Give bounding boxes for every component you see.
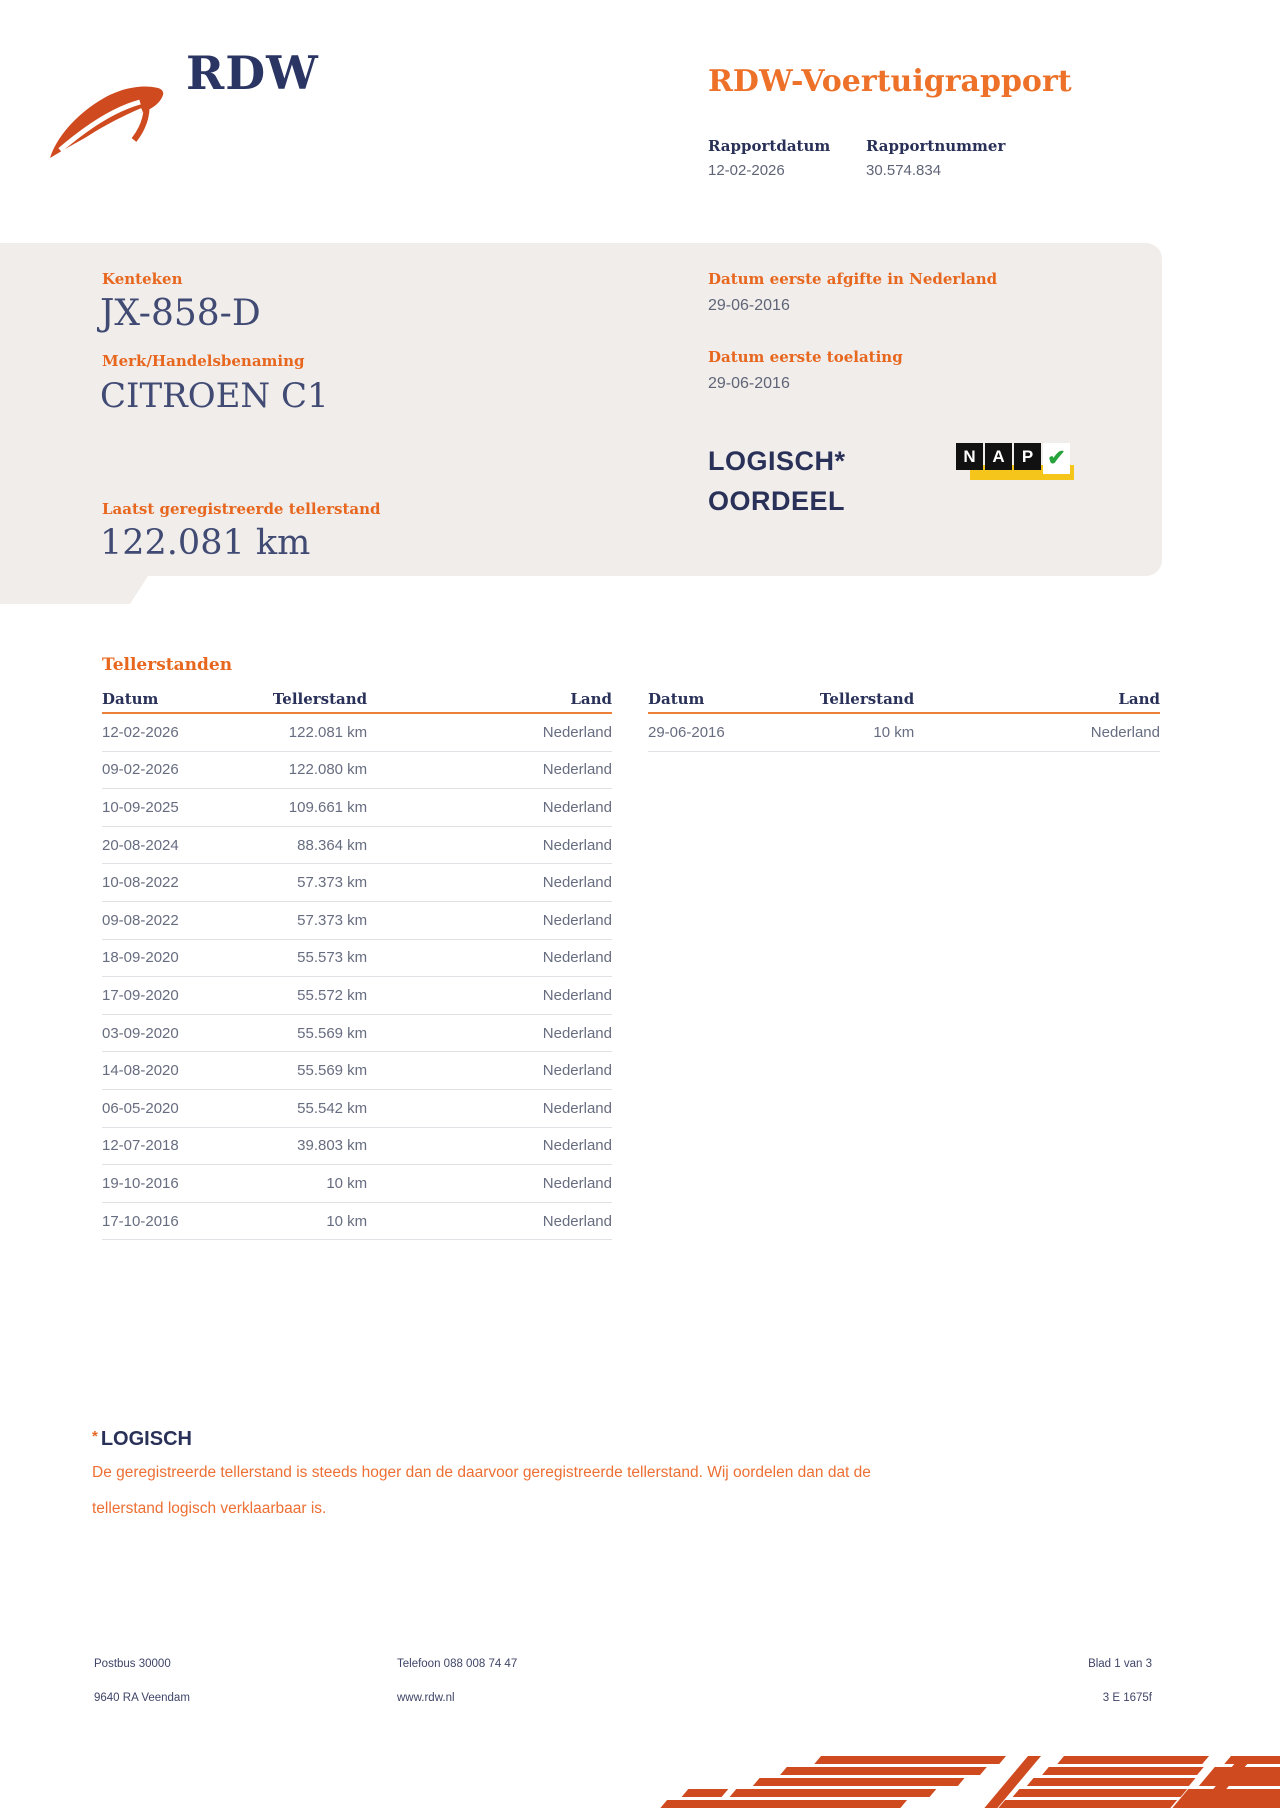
cell-tellerstand: 122.080 km bbox=[288, 761, 368, 779]
first-issue-date-label: Datum eerste afgifte in Nederland bbox=[708, 270, 998, 288]
table-body bbox=[102, 714, 612, 1240]
nap-letter-p: P bbox=[1014, 443, 1041, 470]
table-row bbox=[102, 789, 612, 827]
cell-land: Nederland bbox=[542, 1099, 612, 1117]
merk-label: Merk/Handelsbenaming bbox=[102, 352, 305, 370]
first-issue-date-value: 29-06-2016 bbox=[708, 297, 790, 314]
odometer-table-left bbox=[102, 690, 612, 1240]
cell-land: Nederland bbox=[542, 1137, 612, 1155]
table-row bbox=[102, 977, 612, 1015]
cell-land: Nederland bbox=[542, 986, 612, 1004]
footer-city: 9640 RA Veendam bbox=[94, 1692, 190, 1704]
first-admission-date-value: 29-06-2016 bbox=[708, 375, 790, 392]
cell-tellerstand: 55.569 km bbox=[297, 1062, 368, 1080]
footnote-title-text: LOGISCH bbox=[100, 1428, 192, 1450]
cell-datum: 03-09-2020 bbox=[102, 1024, 179, 1042]
report-date-label: Rapportdatum bbox=[708, 137, 831, 155]
rdw-feather-logo bbox=[46, 76, 168, 162]
report-date-value: 12-02-2026 bbox=[708, 162, 785, 179]
cell-datum: 17-09-2020 bbox=[102, 986, 179, 1004]
table-header bbox=[648, 690, 1160, 714]
table-row bbox=[102, 1203, 612, 1241]
last-mileage-label: Laatst geregistreerde tellerstand bbox=[102, 500, 381, 518]
cell-land: Nederland bbox=[542, 874, 612, 892]
cell-tellerstand: 55.569 km bbox=[297, 1024, 368, 1042]
first-admission-date-label: Datum eerste toelating bbox=[708, 348, 903, 366]
report-number-label: Rapportnummer bbox=[866, 137, 1006, 155]
panel-corner-flap bbox=[0, 576, 148, 604]
cell-tellerstand: 55.573 km bbox=[297, 949, 368, 967]
cell-datum: 19-10-2016 bbox=[102, 1174, 179, 1192]
footer-postbus: Postbus 30000 bbox=[94, 1658, 171, 1670]
table-row bbox=[102, 1052, 612, 1090]
cell-datum: 17-10-2016 bbox=[102, 1212, 179, 1230]
table-row bbox=[102, 827, 612, 865]
cell-tellerstand: 122.081 km bbox=[288, 723, 368, 741]
col-header-land: Land bbox=[1118, 690, 1160, 708]
cell-datum: 14-08-2020 bbox=[102, 1062, 179, 1080]
table-row bbox=[102, 1165, 612, 1203]
report-number-value: 30.574.834 bbox=[866, 162, 942, 179]
cell-land: Nederland bbox=[542, 1212, 612, 1230]
cell-datum: 09-08-2022 bbox=[102, 911, 179, 929]
footer-doc-code: 3 E 1675f bbox=[1102, 1692, 1152, 1704]
table-row bbox=[102, 1015, 612, 1053]
cell-tellerstand: 10 km bbox=[326, 1174, 368, 1192]
footnote-title bbox=[92, 1428, 192, 1451]
table-row bbox=[102, 902, 612, 940]
page-title: RDW-Voertuigrapport bbox=[708, 64, 1072, 99]
table-row bbox=[102, 940, 612, 978]
footnote-line-2: tellerstand logisch verklaarbaar is. bbox=[92, 1500, 327, 1517]
table-row bbox=[102, 752, 612, 790]
cell-datum: 29-06-2016 bbox=[648, 723, 725, 741]
footer-website-link[interactable]: www.rdw.nl bbox=[397, 1692, 455, 1704]
footnote-line-1: De geregistreerde tellerstand is steeds hoger dan de daarvoor geregistreerde tellerstand. Wij oordelen dan dat de bbox=[92, 1464, 871, 1481]
cell-datum: 12-07-2018 bbox=[102, 1137, 179, 1155]
kenteken-value: JX-858-D bbox=[100, 293, 261, 334]
verdict-text bbox=[708, 441, 846, 521]
footer-phone: Telefoon 088 008 74 47 bbox=[397, 1658, 518, 1670]
cell-tellerstand: 55.542 km bbox=[297, 1099, 368, 1117]
footer-page-number: Blad 1 van 3 bbox=[1088, 1658, 1152, 1670]
last-mileage-value: 122.081 km bbox=[100, 523, 311, 563]
cell-tellerstand: 57.373 km bbox=[297, 911, 368, 929]
verdict-line-1: LOGISCH* bbox=[708, 446, 846, 476]
cell-datum: 20-08-2024 bbox=[102, 836, 179, 854]
cell-land: Nederland bbox=[542, 798, 612, 816]
cell-land: Nederland bbox=[1090, 723, 1160, 741]
cell-datum: 10-09-2025 bbox=[102, 798, 179, 816]
nap-letter-n: N bbox=[956, 443, 983, 470]
cell-datum: 09-02-2026 bbox=[102, 761, 179, 779]
table-row bbox=[648, 714, 1160, 752]
odometer-table-right bbox=[648, 690, 1160, 752]
table-body bbox=[648, 714, 1160, 752]
kenteken-label: Kenteken bbox=[102, 270, 183, 288]
tellerstanden-section-title: Tellerstanden bbox=[102, 655, 233, 675]
cell-datum: 06-05-2020 bbox=[102, 1099, 179, 1117]
col-header-datum: Datum bbox=[102, 690, 159, 708]
cell-tellerstand: 10 km bbox=[326, 1212, 368, 1230]
cell-tellerstand: 39.803 km bbox=[297, 1137, 368, 1155]
cell-datum: 10-08-2022 bbox=[102, 874, 179, 892]
col-header-datum: Datum bbox=[648, 690, 705, 708]
cell-land: Nederland bbox=[542, 836, 612, 854]
table-row bbox=[102, 1128, 612, 1166]
footnote-asterisk: * bbox=[92, 1428, 98, 1445]
cell-tellerstand: 88.364 km bbox=[297, 836, 368, 854]
rdw-stripe-graphic bbox=[656, 1756, 1280, 1810]
cell-tellerstand: 55.572 km bbox=[297, 986, 368, 1004]
cell-land: Nederland bbox=[542, 949, 612, 967]
cell-tellerstand: 10 km bbox=[873, 723, 915, 741]
cell-land: Nederland bbox=[542, 723, 612, 741]
merk-value: CITROEN C1 bbox=[100, 376, 329, 416]
table-row bbox=[102, 864, 612, 902]
col-header-land: Land bbox=[570, 690, 612, 708]
verdict-line-2: OORDEEL bbox=[708, 486, 846, 516]
cell-land: Nederland bbox=[542, 1062, 612, 1080]
cell-tellerstand: 57.373 km bbox=[297, 874, 368, 892]
col-header-tellerstand: Tellerstand bbox=[819, 690, 915, 708]
nap-logo bbox=[956, 443, 1074, 491]
cell-land: Nederland bbox=[542, 1024, 612, 1042]
table-row bbox=[102, 714, 612, 752]
col-header-tellerstand: Tellerstand bbox=[272, 690, 368, 708]
rdw-logo-text: RDW bbox=[186, 46, 319, 100]
cell-land: Nederland bbox=[542, 761, 612, 779]
table-header bbox=[102, 690, 612, 714]
nap-checkmark-icon: ✔ bbox=[1043, 443, 1070, 474]
vehicle-summary-panel bbox=[0, 243, 1162, 576]
cell-land: Nederland bbox=[542, 1174, 612, 1192]
cell-tellerstand: 109.661 km bbox=[288, 798, 368, 816]
nap-letter-a: A bbox=[985, 443, 1012, 470]
cell-datum: 12-02-2026 bbox=[102, 723, 179, 741]
cell-land: Nederland bbox=[542, 911, 612, 929]
cell-datum: 18-09-2020 bbox=[102, 949, 179, 967]
table-row bbox=[102, 1090, 612, 1128]
